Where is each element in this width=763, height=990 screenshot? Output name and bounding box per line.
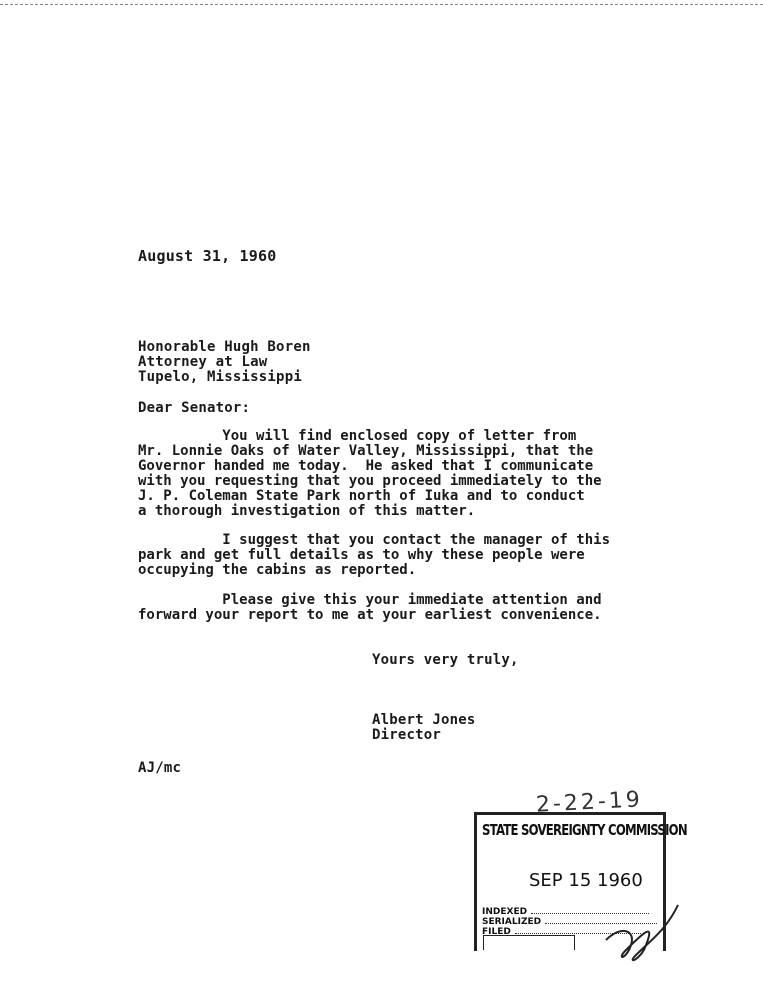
letter-date: August 31, 1960	[138, 247, 277, 265]
salutation: Dear Senator:	[138, 400, 251, 416]
paragraph-line: a thorough investigation of this matter.	[138, 503, 476, 519]
paragraph-line: Governor handed me today. He asked that I communicate	[138, 458, 594, 474]
paragraph-line: Please give this your immediate attention and	[138, 592, 602, 608]
handwritten-file-number: 2-22-19	[535, 787, 644, 818]
paragraph-line: Mr. Lonnie Oaks of Water Valley, Mississippi, that the	[138, 443, 594, 459]
page-top-edge	[0, 4, 763, 5]
paragraph-line: You will find enclosed copy of letter from	[138, 428, 577, 444]
body-paragraph-2	[138, 533, 610, 578]
stamp-field-label: FILED	[482, 927, 511, 937]
paragraph-line: park and get full details as to why these people were	[138, 547, 585, 563]
signer-name: Albert Jones	[372, 712, 476, 728]
paragraph-line: with you requesting that you proceed immediately to the	[138, 473, 602, 489]
typist-initials: AJ/mc	[138, 760, 182, 776]
address-line: Honorable Hugh Boren	[138, 339, 311, 355]
address-line: Attorney at Law	[138, 354, 268, 370]
stamp-field-label: INDEXED	[482, 907, 528, 917]
address-line: Tupelo, Mississippi	[138, 369, 302, 385]
paragraph-line: J. P. Coleman State Park north of Iuka and to conduct	[138, 488, 585, 504]
stamp-date: SEP 15 1960	[529, 870, 643, 891]
handwritten-scribble	[596, 900, 686, 970]
signature-block	[372, 713, 476, 743]
stamp-box	[483, 935, 575, 950]
paragraph-line: I suggest that you contact the manager of this	[138, 532, 611, 548]
body-paragraph-3	[138, 593, 602, 623]
recipient-address	[138, 340, 311, 385]
paragraph-line: forward your report to me at your earliest convenience.	[138, 607, 602, 623]
stamp-title: STATE SOVEREIGNTY COMMISSION	[482, 821, 687, 839]
paragraph-line: occupying the cabins as reported.	[138, 562, 417, 578]
stamp-field-label: SERIALIZED	[482, 917, 542, 927]
complimentary-closing: Yours very truly,	[372, 652, 519, 668]
signer-title: Director	[372, 727, 442, 743]
body-paragraph-1	[138, 429, 602, 519]
